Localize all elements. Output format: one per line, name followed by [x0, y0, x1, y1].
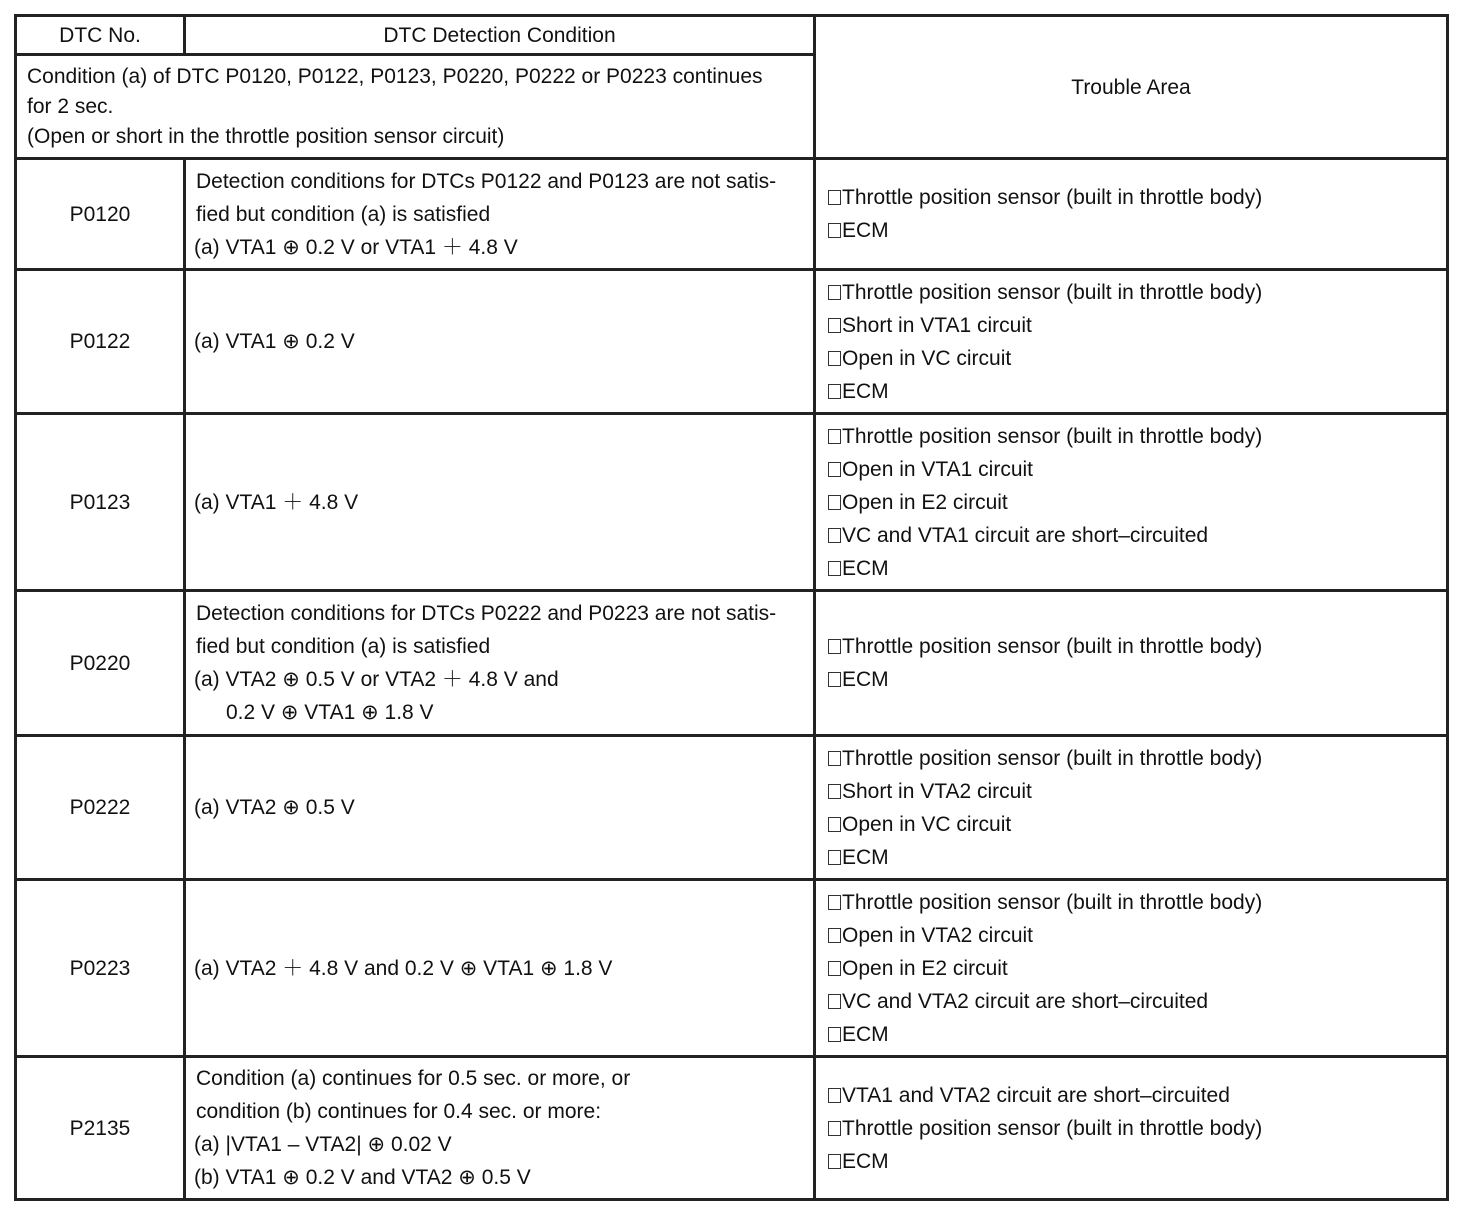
condition-line: fied but condition (a) is satisfied: [196, 635, 491, 658]
detection-condition: [185, 270, 815, 414]
header-detection-condition: DTC Detection Condition: [185, 16, 815, 55]
detection-condition: [185, 414, 815, 591]
list-item: Throttle position sensor (built in throttle body): [828, 886, 1434, 919]
detection-condition: [185, 880, 815, 1057]
dtc-code: P0222: [16, 736, 185, 880]
list-item: Throttle position sensor (built in throttle body): [828, 420, 1434, 453]
checkbox-bullet-icon: [828, 817, 841, 832]
condition-line: Detection conditions for DTCs P0122 and P0123 are not satis-: [196, 169, 777, 193]
list-item: ECM: [828, 663, 1434, 696]
detection-condition: [185, 736, 815, 880]
list-item: VTA1 and VTA2 circuit are short–circuited: [828, 1079, 1434, 1112]
checkbox-bullet-icon: [828, 961, 841, 976]
condition-line: (a) VTA2 ＋ 4.8 V and 0.2 V ⊕ VTA1 ⊕ 1.8 V: [194, 956, 613, 980]
dtc-code: P2135: [16, 1057, 185, 1200]
checkbox-bullet-icon: [828, 850, 841, 865]
list-item: ECM: [828, 375, 1434, 408]
checkbox-bullet-icon: [828, 928, 841, 943]
list-item: ECM: [828, 214, 1434, 247]
condition-line: 0.2 V ⊕ VTA1 ⊕ 1.8 V: [226, 701, 434, 724]
intro-line: (Open or short in the throttle position sensor circuit): [27, 124, 505, 148]
checkbox-bullet-icon: [828, 462, 841, 477]
list-item: Open in VTA1 circuit: [828, 453, 1434, 486]
checkbox-bullet-icon: [828, 429, 841, 444]
condition-line: (a) VTA2 ⊕ 0.5 V or VTA2 ＋ 4.8 V and: [194, 668, 559, 691]
checkbox-bullet-icon: [828, 784, 841, 799]
condition-line: (a) VTA1 ⊕ 0.2 V or VTA1 ＋ 4.8 V: [194, 235, 518, 259]
table-row: [16, 591, 1448, 736]
list-item: Short in VTA2 circuit: [828, 775, 1434, 808]
list-item: Throttle position sensor (built in throttle body): [828, 181, 1434, 214]
header-trouble-area: Trouble Area: [815, 16, 1448, 159]
condition-line: Condition (a) continues for 0.5 sec. or more, or: [196, 1067, 631, 1090]
checkbox-bullet-icon: [828, 351, 841, 366]
detection-condition: [185, 159, 815, 270]
trouble-area: [815, 591, 1448, 736]
checkbox-bullet-icon: [828, 384, 841, 399]
condition-line: (a) VTA1 ⊕ 0.2 V: [194, 330, 355, 353]
list-item: Throttle position sensor (built in throttle body): [828, 276, 1434, 309]
intro-cell: [16, 55, 815, 159]
checkbox-bullet-icon: [828, 751, 841, 766]
dtc-code: P0123: [16, 414, 185, 591]
checkbox-bullet-icon: [828, 190, 841, 205]
list-item: Open in E2 circuit: [828, 486, 1434, 519]
list-item: Open in E2 circuit: [828, 952, 1434, 985]
condition-line: (b) VTA1 ⊕ 0.2 V and VTA2 ⊕ 0.5 V: [194, 1166, 531, 1189]
table-row: [16, 1057, 1448, 1200]
checkbox-bullet-icon: [828, 495, 841, 510]
list-item: Open in VTA2 circuit: [828, 919, 1434, 952]
checkbox-bullet-icon: [828, 994, 841, 1009]
condition-line: Detection conditions for DTCs P0222 and P0223 are not satis-: [196, 602, 777, 625]
list-item: ECM: [828, 1018, 1434, 1051]
table-row: [16, 159, 1448, 270]
intro-line: Condition (a) of DTC P0120, P0122, P0123, P0220, P0222 or P0223 continues: [27, 64, 763, 88]
list-item: ECM: [828, 552, 1434, 585]
trouble-area: [815, 270, 1448, 414]
list-item: Open in VC circuit: [828, 808, 1434, 841]
list-item: Open in VC circuit: [828, 342, 1434, 375]
table-row: [16, 414, 1448, 591]
checkbox-bullet-icon: [828, 895, 841, 910]
checkbox-bullet-icon: [828, 1027, 841, 1042]
condition-line: (a) |VTA1 – VTA2| ⊕ 0.02 V: [194, 1133, 452, 1156]
checkbox-bullet-icon: [828, 1154, 841, 1169]
list-item: ECM: [828, 841, 1434, 874]
checkbox-bullet-icon: [828, 1121, 841, 1136]
list-item: ECM: [828, 1145, 1434, 1178]
list-item: Throttle position sensor (built in throttle body): [828, 630, 1434, 663]
intro-line: for 2 sec.: [27, 94, 114, 118]
checkbox-bullet-icon: [828, 318, 841, 333]
table-row: [16, 736, 1448, 880]
header-row: [16, 16, 1448, 55]
detection-condition: [185, 1057, 815, 1200]
checkbox-bullet-icon: [828, 561, 841, 576]
table-row: [16, 880, 1448, 1057]
trouble-area: [815, 159, 1448, 270]
checkbox-bullet-icon: [828, 672, 841, 687]
condition-line: condition (b) continues for 0.4 sec. or more:: [196, 1100, 602, 1123]
checkbox-bullet-icon: [828, 528, 841, 543]
list-item: Throttle position sensor (built in throttle body): [828, 742, 1434, 775]
dtc-table: [14, 14, 1449, 1201]
dtc-code: P0223: [16, 880, 185, 1057]
dtc-code: P0220: [16, 591, 185, 736]
trouble-area: [815, 736, 1448, 880]
trouble-area: [815, 880, 1448, 1057]
checkbox-bullet-icon: [828, 639, 841, 654]
condition-line: (a) VTA1 ＋ 4.8 V: [194, 490, 359, 514]
header-dtc-no: DTC No.: [16, 16, 185, 55]
checkbox-bullet-icon: [828, 285, 841, 300]
list-item: VC and VTA2 circuit are short–circuited: [828, 985, 1434, 1018]
detection-condition: [185, 591, 815, 736]
condition-line: (a) VTA2 ⊕ 0.5 V: [194, 796, 355, 819]
dtc-code: P0120: [16, 159, 185, 270]
list-item: Throttle position sensor (built in throttle body): [828, 1112, 1434, 1145]
list-item: Short in VTA1 circuit: [828, 309, 1434, 342]
trouble-area: [815, 1057, 1448, 1200]
condition-line: fied but condition (a) is satisfied: [196, 202, 491, 226]
checkbox-bullet-icon: [828, 1088, 841, 1103]
checkbox-bullet-icon: [828, 223, 841, 238]
trouble-area: [815, 414, 1448, 591]
table-row: [16, 270, 1448, 414]
dtc-code: P0122: [16, 270, 185, 414]
list-item: VC and VTA1 circuit are short–circuited: [828, 519, 1434, 552]
